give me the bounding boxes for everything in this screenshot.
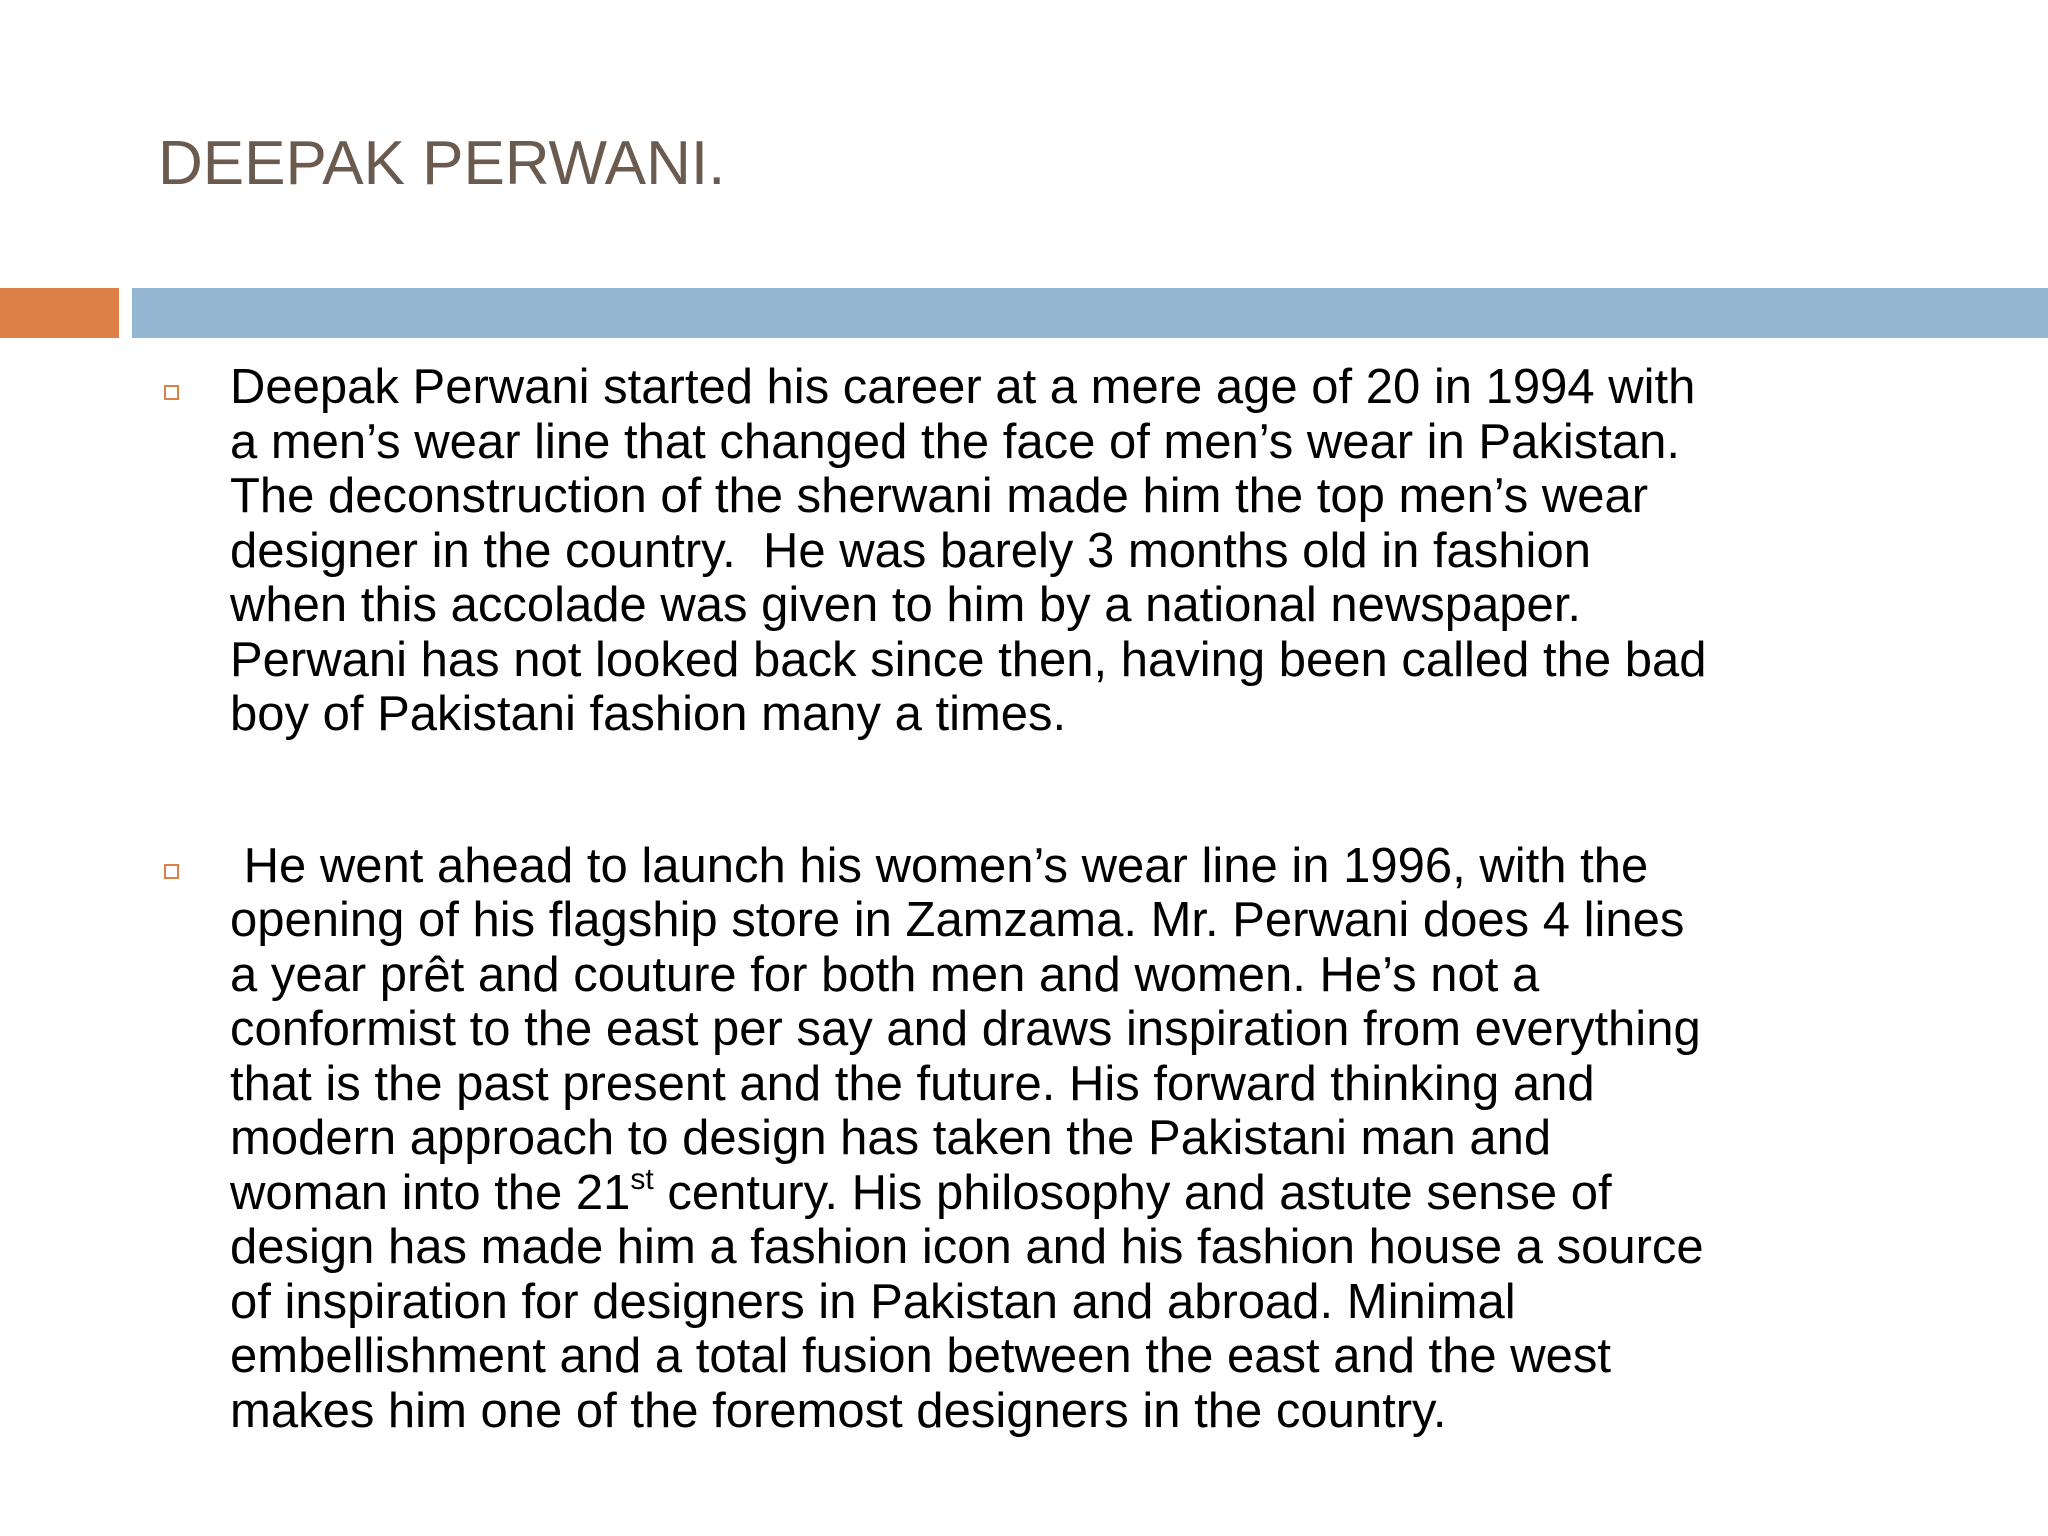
bullet-item bbox=[158, 839, 1958, 1439]
accent-bar-orange bbox=[0, 288, 119, 338]
text-line: design has made him a fashion icon and his fashion house a source bbox=[230, 1220, 1704, 1274]
text-line: when this accolade was given to him by a national newspaper. bbox=[230, 578, 1582, 632]
text-line: designer in the country. He was barely 3 months old in fashion bbox=[230, 523, 1591, 578]
text-line: a men’s wear line that changed the face of men’s wear in Pakistan. bbox=[230, 414, 1680, 469]
text-line-with-superscript bbox=[230, 1162, 1958, 1221]
text-fragment: century. His philosophy and astute sense of bbox=[653, 1165, 1612, 1220]
text-line: makes him one of the foremost designers in the country. bbox=[230, 1383, 1447, 1438]
text-line: modern approach to design has taken the Pakistani man and bbox=[230, 1111, 1552, 1165]
superscript-ordinal: st bbox=[630, 1162, 654, 1196]
text-line: boy of Pakistani fashion many a times. bbox=[230, 687, 1067, 741]
text-line: embellishment and a total fusion between the east and the west bbox=[230, 1329, 1612, 1383]
text-line: He went ahead to launch his women’s wear line in 1996, with the bbox=[230, 838, 1649, 893]
text-line: Perwani has not looked back since then, having been called the bad bbox=[230, 632, 1707, 687]
hollow-square-icon bbox=[164, 864, 179, 879]
text-line: of inspiration for designers in Pakistan and abroad. Minimal bbox=[230, 1274, 1516, 1329]
bullet-item bbox=[158, 360, 1958, 742]
text-line: Deepak Perwani started his career at a mere age of 20 in 1994 with bbox=[230, 360, 1696, 414]
text-fragment: woman into the 21 bbox=[230, 1165, 631, 1220]
text-line: The deconstruction of the sherwani made him the top men’s wear bbox=[230, 469, 1649, 523]
hollow-square-icon bbox=[164, 385, 179, 400]
text-line: that is the past present and the future. His forward thinking and bbox=[230, 1056, 1595, 1111]
accent-bar-blue bbox=[132, 288, 2048, 338]
text-line: a year prêt and couture for both men and women. He’s not a bbox=[230, 947, 1540, 1002]
slide-title: DEEPAK PERWANI. bbox=[158, 129, 726, 198]
text-line: opening of his flagship store in Zamzama. Mr. Perwani does 4 lines bbox=[230, 893, 1685, 947]
text-line: conformist to the east per say and draws inspiration from everything bbox=[230, 1002, 1701, 1056]
slide-content bbox=[158, 360, 1958, 1438]
